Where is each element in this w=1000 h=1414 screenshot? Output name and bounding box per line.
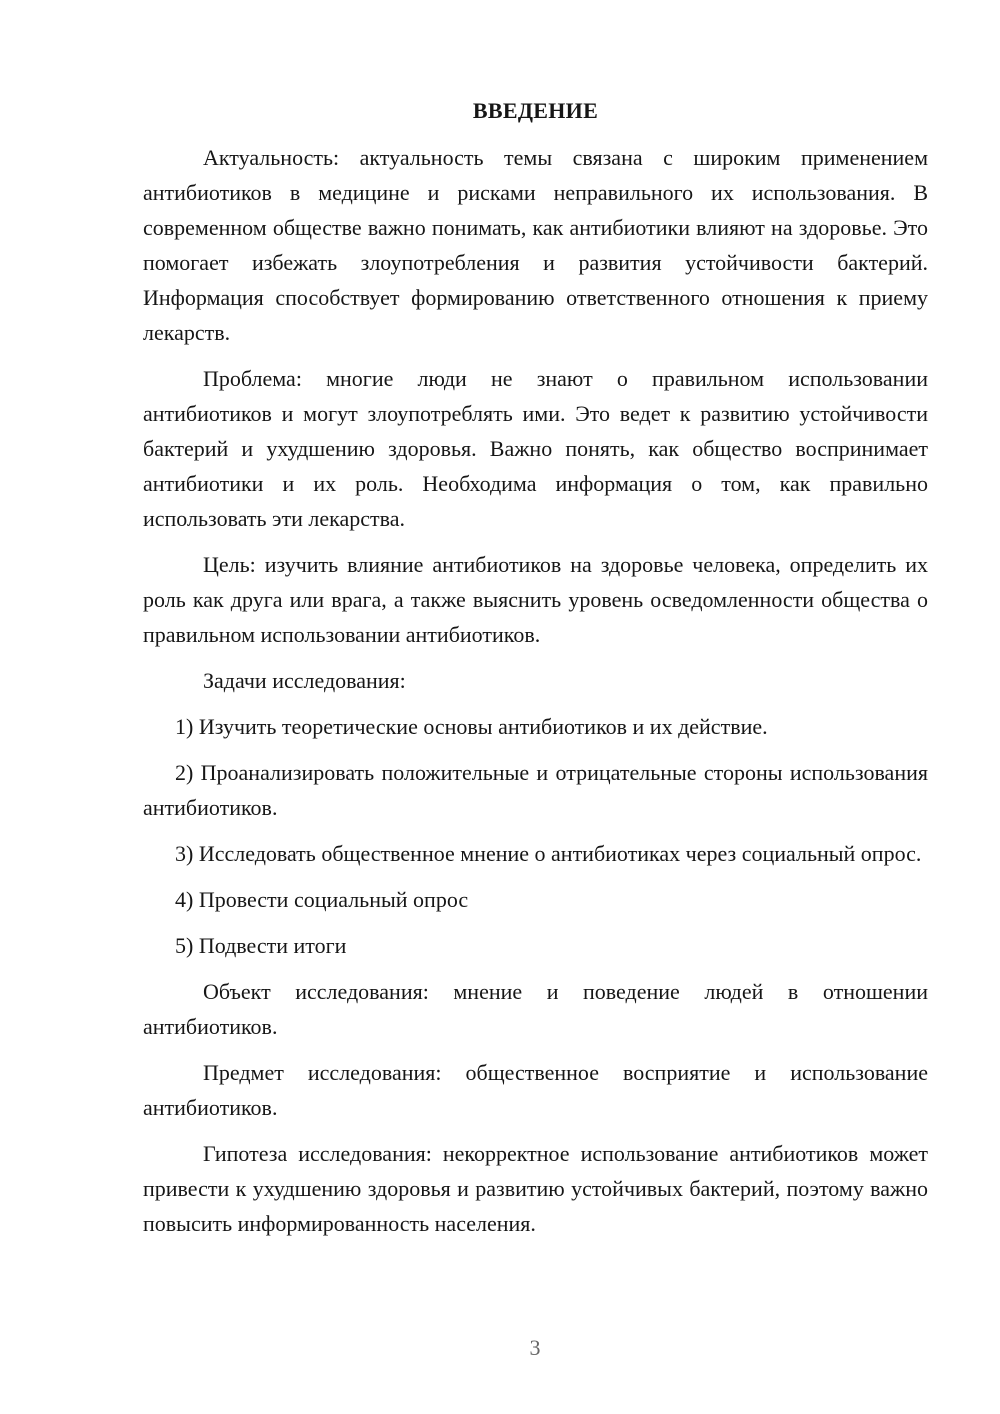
task-item-4: 4) Провести социальный опрос (175, 887, 469, 912)
goal-paragraph: Цель: изучить влияние антибиотиков на здоровье человека, определить их роль как друга или врага, а также выяснить уровень осведомленности общества о правильном использовании антибиотиков. (143, 552, 928, 647)
subject-paragraph: Предмет исследования: общественное восприятие и использование антибиотиков. (143, 1060, 928, 1120)
task-item-1: 1) Изучить теоретические основы антибиотиков и их действие. (175, 714, 768, 739)
task-item-3: 3) Исследовать общественное мнение о антибиотиках через социальный опрос. (175, 841, 922, 866)
hypothesis-paragraph: Гипотеза исследования: некорректное использование антибиотиков может привести к ухудшению здоровья и развитию устойчивых бактерий, поэтому важно повысить информированность населения. (143, 1141, 928, 1236)
problem-paragraph: Проблема: многие люди не знают о правильном использовании антибиотиков и могут злоупотреблять ими. Это ведет к развитию устойчивости бактерий и ухудшению здоровья. Важно понять, как общество воспринимает антибиотики и их роль. Необходима информация о том, как правильно использовать эти лекарства. (143, 366, 928, 531)
relevance-paragraph: Актуальность: актуальность темы связана с широким применением антибиотиков в медицине и рисками неправильного их использования. В современном обществе важно понимать, как антибиотики влияют на здоровье. Это помогает избежать злоупотребления и развития устойчивости бактерий. Информация способствует формированию ответственного отношения к приему лекарств. (143, 145, 928, 345)
task-item-5: 5) Подвести итоги (175, 933, 347, 958)
page-title: ВВЕДЕНИЕ (472, 98, 599, 123)
object-paragraph: Объект исследования: мнение и поведение людей в отношении антибиотиков. (143, 979, 928, 1039)
page-content (143, 93, 928, 1252)
page-number: 3 (529, 1335, 541, 1360)
task-item-2: 2) Проанализировать положительные и отрицательные стороны использования антибиотиков. (143, 760, 928, 820)
tasks-heading: Задачи исследования: (203, 668, 406, 693)
